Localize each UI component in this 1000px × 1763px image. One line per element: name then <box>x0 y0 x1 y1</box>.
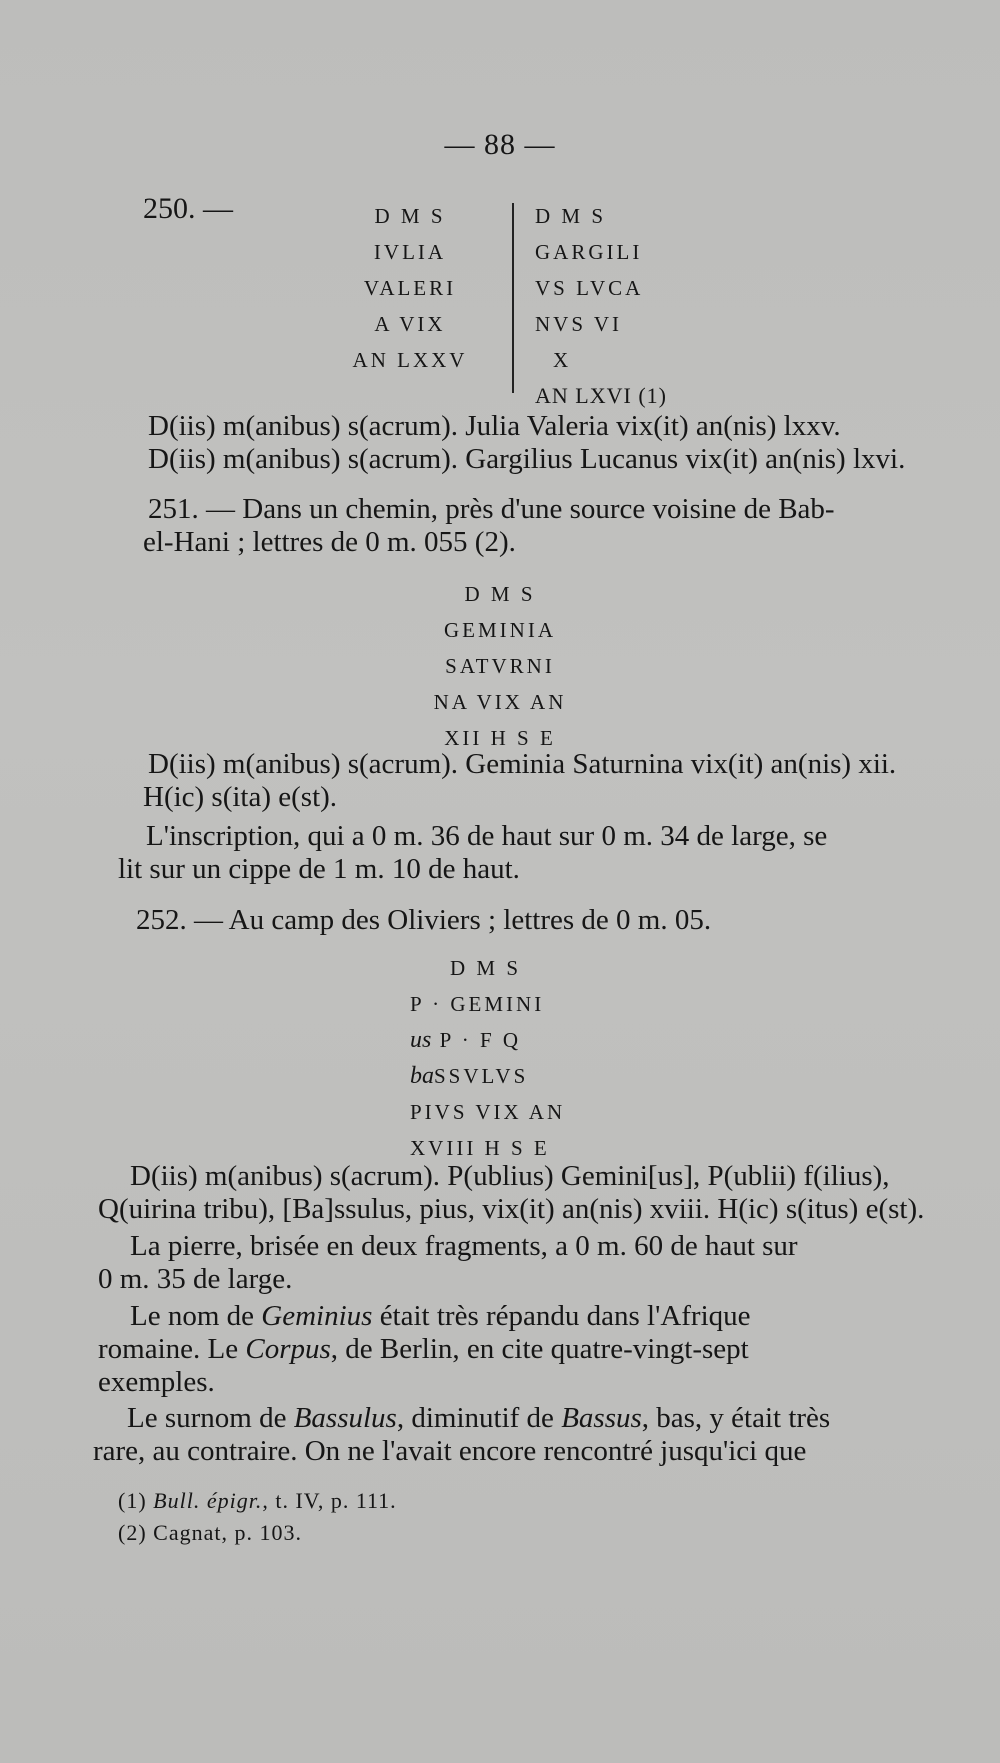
transcription-250 <box>148 410 905 476</box>
entry-251-intro <box>143 493 835 559</box>
inscription-line: D M S <box>464 582 536 606</box>
inscription-250-right <box>535 198 667 414</box>
inscription-line <box>410 1022 610 1058</box>
inscription-line: X <box>553 348 572 372</box>
transcription-line: D(iis) m(anibus) s(acrum). Julia Valeria vix(it) an(nis) lxxv. <box>148 410 841 442</box>
transcription-line: D(iis) m(anibus) s(acrum). P(ublius) Gemini[us], P(ublii) f(ilius), <box>130 1160 890 1192</box>
footnotes <box>118 1485 397 1549</box>
inscription-line: NVS VI <box>535 312 623 336</box>
inscription-251 <box>400 576 600 756</box>
inscription-250-left <box>330 198 490 378</box>
inscription-line: GEMINIA <box>444 618 556 642</box>
description-252 <box>98 1230 798 1296</box>
inscription-252 <box>410 950 610 1166</box>
paragraph-line: rare, au contraire. On ne l'avait encore rencontré jusqu'ici que <box>93 1435 807 1467</box>
intro-line: 251. — Dans un chemin, près d'une source voisine de Bab- <box>148 493 835 525</box>
paragraph-geminius <box>98 1300 751 1399</box>
inscription-line: D M S <box>535 204 607 228</box>
transcription-line: D(iis) m(anibus) s(acrum). Gargilius Lucanus vix(it) an(nis) lxvi. <box>148 443 906 475</box>
text-run: Le surnom de <box>127 1402 294 1434</box>
paragraph-bassulus <box>93 1402 830 1468</box>
entry-250-number: 250. — <box>143 192 233 225</box>
inscription-line: IVLIA <box>373 240 447 264</box>
transcription-line: D(iis) m(anibus) s(acrum). Geminia Saturnina vix(it) an(nis) xii. <box>148 748 897 780</box>
inscription-line: XVIII H S E <box>410 1136 550 1160</box>
italic-term: Bull. épigr. <box>153 1488 263 1513</box>
italic-term: Bassulus <box>293 1402 397 1434</box>
inscription-line <box>410 1058 610 1094</box>
inscription-line: NA VIX AN <box>433 690 567 714</box>
text-run: , bas, y était très <box>641 1402 831 1434</box>
inscription-line: P · GEMINI <box>410 992 545 1016</box>
inscription-line: AN LXVI (1) <box>535 383 667 408</box>
inscription-text: P · F Q <box>431 1028 522 1052</box>
italic-term: Geminius <box>261 1300 373 1332</box>
paragraph-line <box>98 1333 751 1366</box>
description-line: lit sur un cippe de 1 m. 10 de haut. <box>118 853 520 885</box>
description-line: L'inscription, qui a 0 m. 36 de haut sur 0 m. 34 de large, se <box>146 820 828 852</box>
inscription-line: PIVS VIX AN <box>410 1100 566 1124</box>
restored-letters: us <box>410 1027 432 1053</box>
paragraph-line <box>93 1402 830 1435</box>
inscription-line: XII H S E <box>444 726 556 750</box>
text-run: , t. IV, p. 111. <box>262 1488 397 1513</box>
inscription-text: SSVLVS <box>434 1064 529 1088</box>
paragraph-line <box>98 1300 751 1333</box>
page-number: — 88 — <box>444 128 556 161</box>
entry-252-intro: 252. — Au camp des Oliviers ; lettres de 0 m. 05. <box>136 904 712 936</box>
footnote-2: (2) Cagnat, p. 103. <box>118 1520 302 1545</box>
transcription-251 <box>143 748 896 814</box>
text-run: , diminutif de <box>396 1402 562 1434</box>
inscription-line: VS LVCA <box>535 276 644 300</box>
restored-letters: ba <box>410 1063 434 1089</box>
text-run: romaine. Le <box>98 1333 246 1365</box>
text-run: , de Berlin, en cite quatre-vingt-sept <box>330 1333 749 1365</box>
inscription-line: GARGILI <box>535 240 643 264</box>
italic-term: Bassus <box>561 1402 642 1434</box>
inscription-divider <box>512 203 514 393</box>
description-line: 0 m. 35 de large. <box>98 1263 293 1295</box>
inscription-line: AN LXXV <box>352 348 468 372</box>
description-251 <box>118 820 827 886</box>
transcription-line: H(ic) s(ita) e(st). <box>143 781 338 813</box>
footnote-1 <box>118 1485 397 1517</box>
text-run: était très répandu dans l'Afrique <box>372 1300 751 1332</box>
paragraph-line: exemples. <box>98 1366 215 1398</box>
inscription-line: A VIX <box>374 312 446 336</box>
intro-line: el-Hani ; lettres de 0 m. 055 (2). <box>143 526 516 558</box>
text-run: Le nom de <box>130 1300 262 1332</box>
inscription-line: D M S <box>374 204 446 228</box>
text-run: (1) <box>118 1488 154 1513</box>
inscription-line: D M S <box>450 956 522 980</box>
italic-term: Corpus <box>245 1333 331 1365</box>
transcription-line: Q(uirina tribu), [Ba]ssulus, pius, vix(it) an(nis) xviii. H(ic) s(itus) e(st). <box>98 1193 925 1225</box>
inscription-line: VALERI <box>363 276 457 300</box>
inscription-line: SATVRNI <box>445 654 555 678</box>
transcription-252 <box>98 1160 924 1226</box>
description-line: La pierre, brisée en deux fragments, a 0 m. 60 de haut sur <box>130 1230 798 1262</box>
